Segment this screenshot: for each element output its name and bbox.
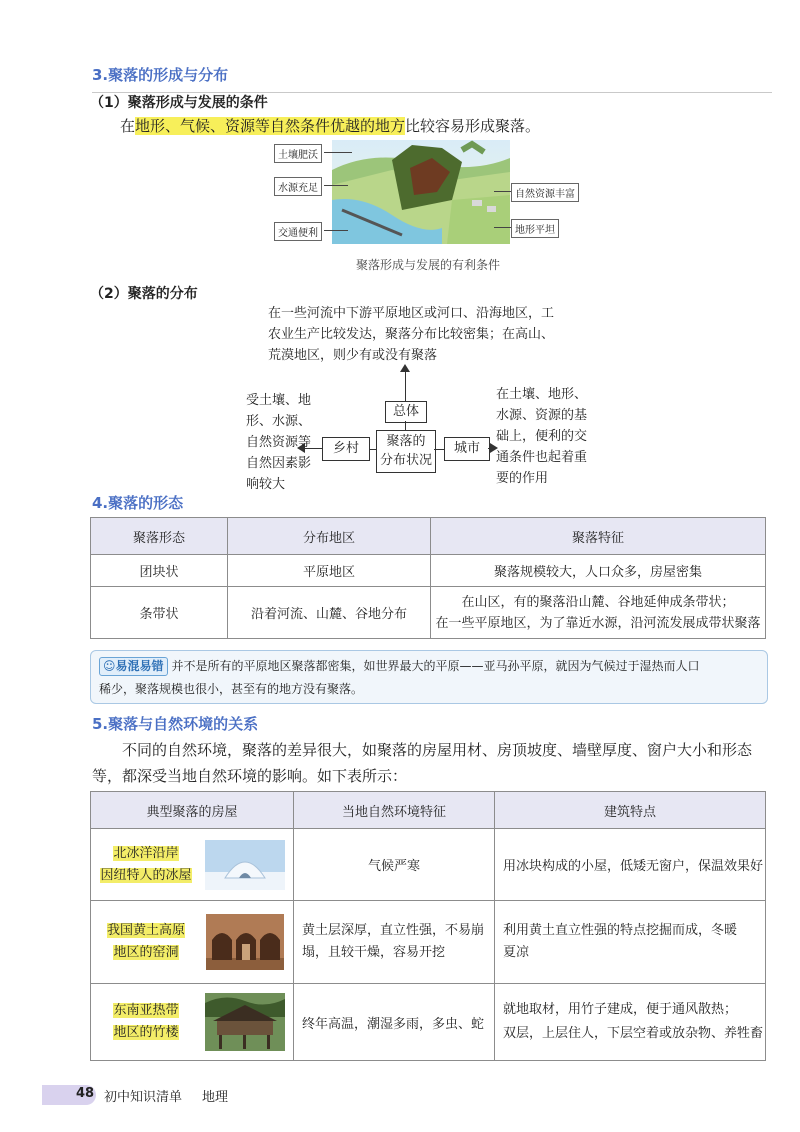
table-cell: 平原地区 (228, 555, 431, 587)
table-cell: 聚落规模较大，人口众多，房屋密集 (431, 555, 766, 587)
figure-label-soil: 土壤肥沃 (274, 144, 322, 163)
table-cell: 条带状 (91, 587, 228, 639)
city-box: 城市 (444, 437, 490, 461)
tip-label-text: 易混易错 (115, 659, 164, 673)
table-cell: 用冰块构成的小屋，低矮无窗户，保温效果好 (495, 829, 766, 901)
table-header-cell: 建筑特点 (495, 792, 766, 829)
leader-line (324, 230, 348, 231)
diagram-overall-description (268, 303, 554, 366)
diagram-text-line: 在一些河流中下游平原地区或河口、沿海地区，工 (268, 306, 555, 321)
para-text: 比较容易形成聚落。 (405, 117, 541, 135)
table-row (91, 984, 766, 1061)
cell-line: 在一些平原地区，为了靠近水源，沿河流发展成带状聚落 (435, 615, 761, 631)
table-row (91, 555, 766, 587)
center-line: 分布状况 (379, 453, 432, 468)
lightbulb-icon: ☺ (103, 659, 116, 673)
section-3-title: 3.聚落的形成与分布 (92, 66, 229, 84)
connector (405, 421, 406, 430)
cell-line: 黄土层深厚，直立性强，不易崩 (302, 923, 485, 938)
diagram-text-line: 自然资源等 (246, 435, 312, 450)
section-3-paragraph (120, 113, 540, 139)
table-cell (495, 984, 766, 1061)
section-5-paragraph (92, 737, 772, 789)
rural-box: 乡村 (322, 437, 370, 461)
subsection-1-title: （1）聚落形成与发展的条件 (90, 95, 268, 111)
table-header-row (91, 518, 766, 555)
diagram-text-line: 荒漠地区，则少有或没有聚落 (268, 348, 438, 363)
table-row (91, 901, 766, 984)
leader-line (324, 185, 348, 186)
settlement-conditions-illustration (332, 140, 510, 244)
book-title: 初中知识清单 (104, 1090, 183, 1105)
igloo-photo (205, 840, 285, 890)
bamboo-house-photo (205, 993, 285, 1051)
table-header-cell: 聚落特征 (431, 518, 766, 555)
table-cell (431, 587, 766, 639)
diagram-text-line: 通条件也起着重 (496, 450, 588, 465)
table-cell: 气候严寒 (294, 829, 495, 901)
rural-description (246, 390, 311, 495)
house-name-line: 地区的窑洞 (113, 945, 179, 960)
para-highlight: 地形、气候、资源等自然条件优越的地方 (135, 117, 406, 135)
cell-line: 就地取材，用竹子建成，便于通风散热； (503, 1002, 738, 1017)
table-cell: 终年高温，潮湿多雨，多虫、蛇 (294, 984, 495, 1061)
diagram-text-line: 自然因素影 (246, 456, 312, 471)
center-line: 聚落的 (386, 434, 426, 449)
page-number: 48 (76, 1086, 95, 1101)
tip-label (99, 657, 168, 676)
diagram-text-line: 础上，便利的交 (496, 429, 588, 444)
house-name-line: 因纽特人的冰屋 (100, 867, 192, 883)
table-header-cell: 当地自然环境特征 (294, 792, 495, 829)
city-description (496, 384, 587, 489)
table-header-cell: 聚落形态 (91, 518, 228, 555)
tip-box (90, 650, 768, 704)
settlement-house-table (90, 791, 766, 1061)
cell-line: 夏凉 (503, 945, 530, 960)
table-header-row (91, 792, 766, 829)
house-name-line: 我国黄土高原 (106, 923, 185, 938)
cell-line: 双层，上层住人，下层空着或放杂物、养牲畜 (503, 1026, 764, 1041)
diagram-text-line: 在土壤、地形、 (496, 387, 588, 402)
leader-line (494, 191, 511, 192)
table-cell (294, 901, 495, 984)
diagram-text-line: 水源、资源的基 (496, 408, 588, 423)
para-text: 在 (120, 117, 136, 135)
connector (434, 449, 444, 450)
cell-line: 在山区，有的聚落沿山麓、谷地延伸成条带状； (461, 594, 735, 610)
tip-text: 并不是所有的平原地区聚落都密集，如世界最大的平原——亚马孙平原，就因为气候过于湿热而人口 (171, 659, 700, 673)
house-name-line: 北冰洋沿岸 (113, 845, 179, 861)
cave-dwelling-photo (206, 914, 284, 970)
diagram-text-line: 响较大 (246, 477, 286, 492)
settlement-form-table (90, 517, 766, 639)
arrow-up-icon (400, 364, 410, 372)
diagram-text-line: 受土壤、地 (246, 393, 312, 408)
table-cell (91, 984, 294, 1061)
para-line: 不同的自然环境，聚落的差异很大，如聚落的房屋用材、房顶坡度、墙壁厚度、窗户大小和形态 (122, 741, 753, 759)
figure-label-transport: 交通便利 (274, 222, 322, 241)
figure-caption: 聚落形成与发展的有利条件 (355, 258, 500, 272)
figure-label-water: 水源充足 (274, 177, 322, 196)
para-line: 等，都深受当地自然环境的影响。如下表所示： (92, 767, 408, 785)
diagram-text-line: 农业生产比较发达，聚落分布比较密集；在高山、 (268, 327, 555, 342)
cell-line: 塌，且较干燥，容易开挖 (302, 945, 446, 960)
table-cell (91, 829, 294, 901)
diagram-text-line: 形、水源、 (246, 414, 312, 429)
tip-text: 稀少，聚落规模也很小，甚至有的地方没有聚落。 (99, 682, 364, 696)
subject-name: 地理 (202, 1090, 229, 1105)
cell-line: 利用黄土直立性强的特点挖掘而成，冬暖 (503, 923, 738, 938)
section-5-title: 5.聚落与自然环境的关系 (92, 715, 259, 733)
leader-line (494, 227, 511, 228)
connector-up (405, 370, 406, 401)
table-header-cell: 分布地区 (228, 518, 431, 555)
table-cell: 沿着河流、山麓、谷地分布 (228, 587, 431, 639)
section-4-title: 4.聚落的形态 (92, 494, 184, 512)
table-cell (495, 901, 766, 984)
table-row (91, 829, 766, 901)
figure-label-flat-terrain: 地形平坦 (511, 219, 559, 238)
table-header-cell: 典型聚落的房屋 (91, 792, 294, 829)
distribution-center-box (376, 430, 436, 473)
table-row (91, 587, 766, 639)
subsection-2-title: （2）聚落的分布 (90, 286, 198, 302)
diagram-text-line: 要的作用 (496, 471, 549, 486)
leader-line (324, 152, 352, 153)
table-cell: 团块状 (91, 555, 228, 587)
tip-line (99, 655, 759, 678)
overall-box: 总体 (385, 401, 427, 423)
house-name-line: 地区的竹楼 (113, 1025, 179, 1040)
table-cell (91, 901, 294, 984)
figure-label-resources: 自然资源丰富 (511, 183, 579, 202)
house-name-line: 东南亚热带 (113, 1003, 179, 1018)
